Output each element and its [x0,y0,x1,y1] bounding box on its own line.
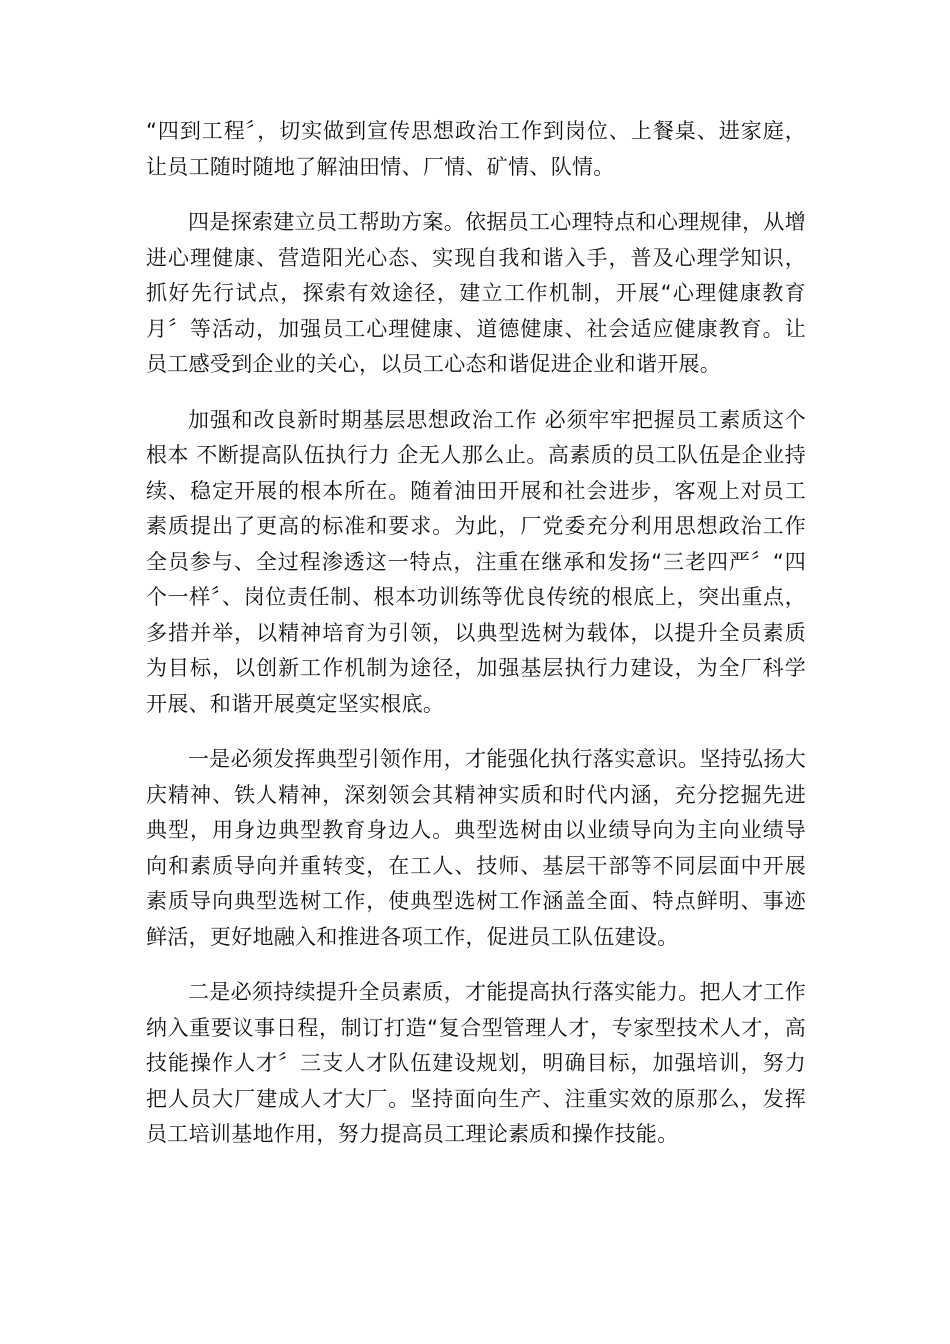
paragraph-4: 一是必须发挥典型引领作用，才能强化执行落实意识。坚持弘扬大庆精神、铁人精神，深刻领会其精神实质和时代内涵，充分挖掘先进典型，用身边典型教育身边人。典型选树由以业绩导向为主向业绩导向和素质导向并重转变，在工人、技师、基层干部等不同层面中开展素质导向典型选树工作，使典型选树工作涵盖全面、特点鲜明、事迹鲜活，更好地融入和推进各项工作，促进员工队伍建设。 [146,747,806,949]
paragraph-3: 加强和改良新时期基层思想政治工作 必须牢牢把握员工素质这个根本 不断提高队伍执行力 企无人那么止。高素质的员工队伍是企业持续、稳定开展的根本所在。随着油田开展和社会进步，客观上对员工素质提出了更高的标准和要求。为此，厂党委充分利用思想政治工作全员参与、全过程渗透这一特点，注重在继承和发扬“三老四严〞“四个一样〞、岗位责任制、根本功训练等优良传统的根底上，突出重点，多措并举，以精神培育为引领，以典型选树为载体，以提升全员素质为目标，以创新工作机制为途径，加强基层执行力建设，为全厂科学开展、和谐开展奠定坚实根底。 [146,407,806,716]
paragraph-2: 四是探索建立员工帮助方案。依据员工心理特点和心理规律，从增进心理健康、营造阳光心态、实现自我和谐入手，普及心理学知识，抓好先行试点，探索有效途径，建立工作机制，开展“心理健康教育月〞等活动，加强员工心理健康、道德健康、社会适应健康教育。让员工感受到企业的关心，以员工心态和谐促进企业和谐开展。 [146,210,806,376]
paragraph-1: “四到工程〞，切实做到宣传思想政治工作到岗位、上餐桌、进家庭，让员工随时随地了解油田情、厂情、矿情、队情。 [146,119,806,179]
paragraph-5: 二是必须持续提升全员素质，才能提高执行落实能力。把人才工作纳入重要议事日程，制订打造“复合型管理人才，专家型技术人才，高技能操作人才〞三支人才队伍建设规划，明确目标，加强培训，努力把人员大厂建成人才大厂。坚持面向生产、注重实效的原那么，发挥员工培训基地作用，努力提高员工理论素质和操作技能。 [146,980,806,1146]
document-body [146,114,806,1173]
